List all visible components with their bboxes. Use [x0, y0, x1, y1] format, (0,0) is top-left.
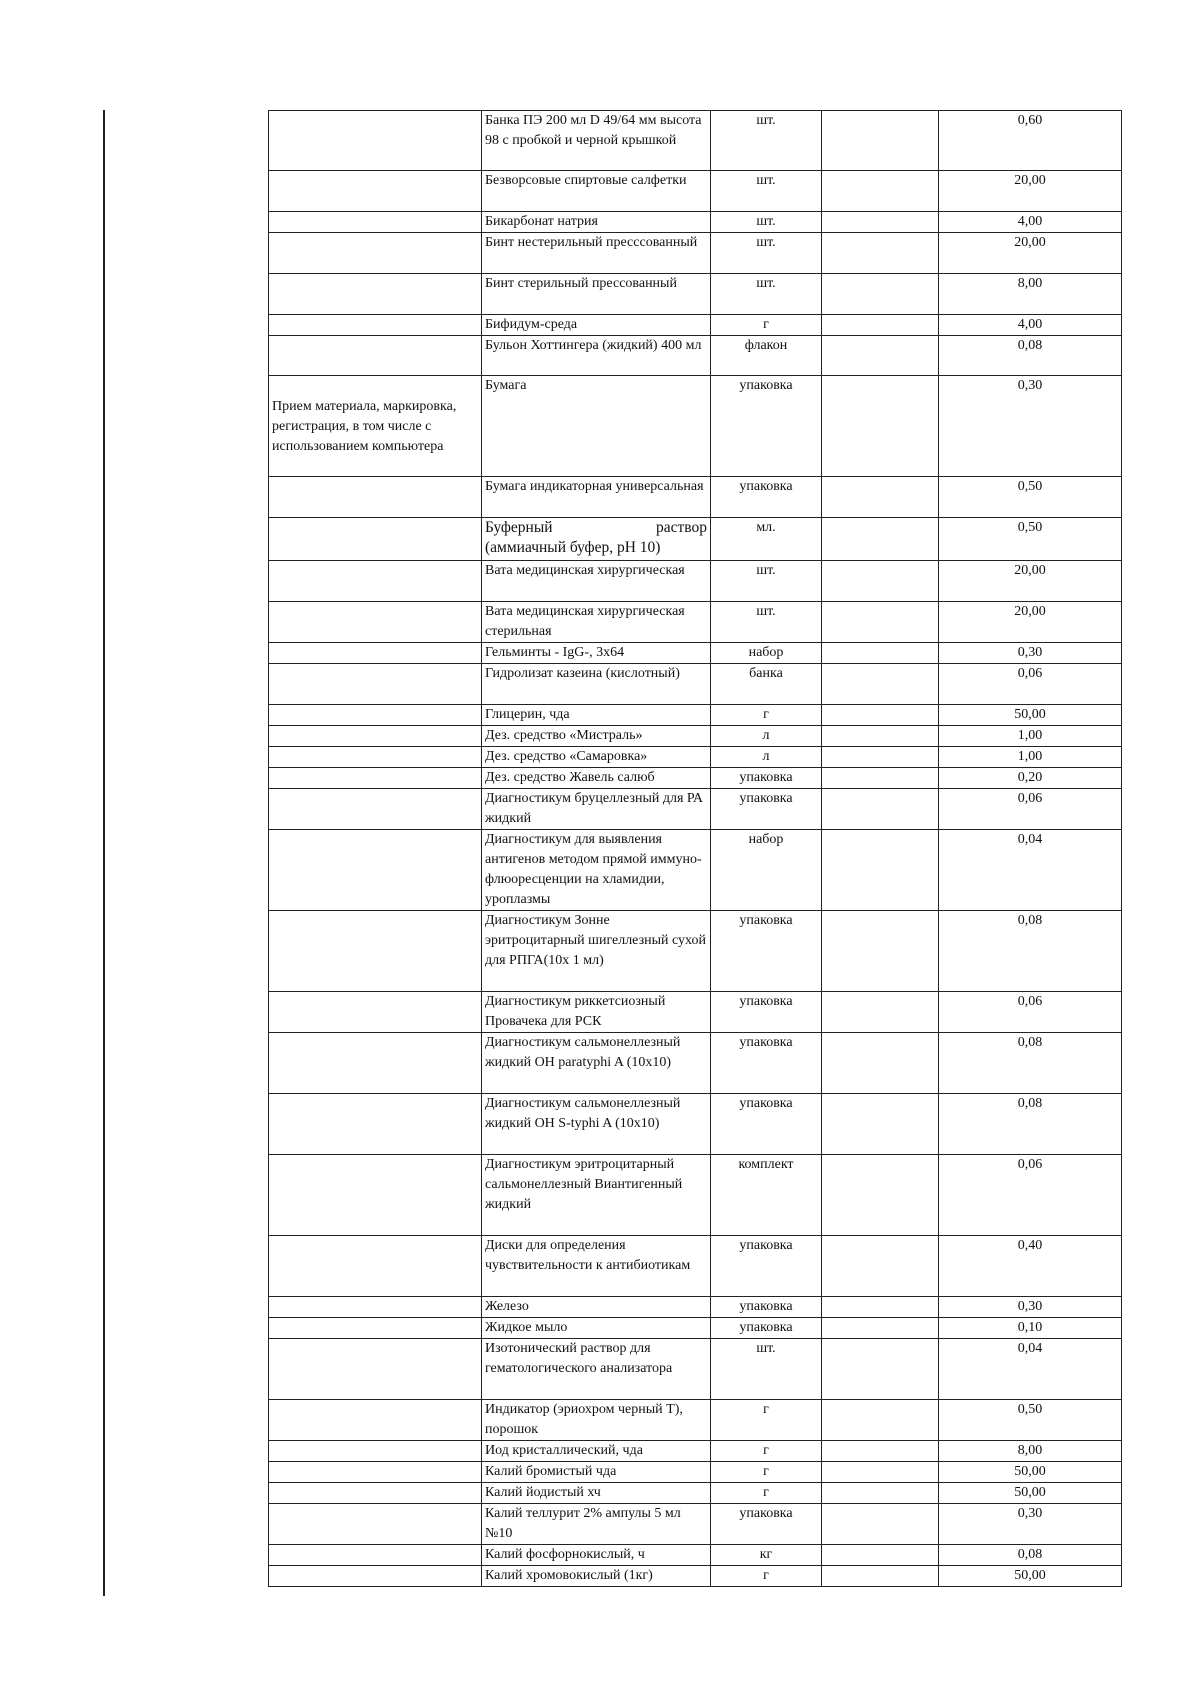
stage-cell: [269, 664, 482, 705]
stage-cell: [269, 1504, 482, 1545]
table-row: [269, 911, 1122, 992]
item-quantity: 0,04: [939, 1339, 1122, 1400]
table-row: [269, 233, 1122, 274]
item-unit: упаковка: [711, 1297, 822, 1318]
blank-cell: [822, 992, 939, 1033]
blank-cell: [822, 1094, 939, 1155]
item-quantity: 20,00: [939, 171, 1122, 212]
item-quantity: 50,00: [939, 1566, 1122, 1587]
item-name: Диагностикум для выявления антигенов методом прямой иммуно-флюоресценции на хламидии, уроплазмы: [482, 830, 711, 911]
item-quantity: 0,08: [939, 1545, 1122, 1566]
table-row: [269, 768, 1122, 789]
item-quantity: 0,30: [939, 643, 1122, 664]
stage-cell: [269, 1566, 482, 1587]
stage-cell: [269, 726, 482, 747]
item-unit: шт.: [711, 233, 822, 274]
item-unit: упаковка: [711, 1504, 822, 1545]
blank-cell: [822, 1566, 939, 1587]
table-row: [269, 1033, 1122, 1094]
stage-cell: [269, 212, 482, 233]
table-row: [269, 1483, 1122, 1504]
item-unit: флакон: [711, 336, 822, 376]
item-quantity: 0,08: [939, 1094, 1122, 1155]
stage-cell: [269, 643, 482, 664]
stage-cell: [269, 1545, 482, 1566]
item-unit: упаковка: [711, 1318, 822, 1339]
item-unit: г: [711, 1441, 822, 1462]
item-quantity: 0,04: [939, 830, 1122, 911]
table-row: [269, 376, 1122, 477]
item-unit: упаковка: [711, 789, 822, 830]
blank-cell: [822, 376, 939, 477]
item-name: Калий йодистый хч: [482, 1483, 711, 1504]
item-quantity: 4,00: [939, 212, 1122, 233]
item-unit: шт.: [711, 561, 822, 602]
item-name: Диагностикум сальмонеллезный жидкий ОН S-typhi A (10x10): [482, 1094, 711, 1155]
item-name: Иод кристаллический, чда: [482, 1441, 711, 1462]
blank-cell: [822, 315, 939, 336]
item-unit: г: [711, 315, 822, 336]
table-row: [269, 171, 1122, 212]
stage-cell: [269, 1094, 482, 1155]
item-name: Глицерин, чда: [482, 705, 711, 726]
stage-cell: [269, 233, 482, 274]
stage-cell: [269, 1400, 482, 1441]
item-name: Вата медицинская хирургическая: [482, 561, 711, 602]
item-name: Калий бромистый чда: [482, 1462, 711, 1483]
item-quantity: 0,08: [939, 911, 1122, 992]
blank-cell: [822, 477, 939, 518]
item-quantity: 50,00: [939, 1462, 1122, 1483]
blank-cell: [822, 1545, 939, 1566]
table-row: [269, 789, 1122, 830]
item-unit: шт.: [711, 111, 822, 171]
item-unit: мл.: [711, 518, 822, 561]
blank-cell: [822, 1483, 939, 1504]
item-name: Бумага индикаторная универсальная: [482, 477, 711, 518]
table-row: [269, 274, 1122, 315]
stage-cell: [269, 1033, 482, 1094]
item-name: Вата медицинская хирургическая стерильная: [482, 602, 711, 643]
item-unit: г: [711, 1462, 822, 1483]
item-name: Диагностикум эритроцитарный сальмонеллезный Виантигенный жидкий: [482, 1155, 711, 1236]
item-name: Банка ПЭ 200 мл D 49/64 мм высота 98 с пробкой и черной крышкой: [482, 111, 711, 171]
stage-cell: [269, 315, 482, 336]
item-quantity: 0,08: [939, 1033, 1122, 1094]
item-name: Калий теллурит 2% ампулы 5 мл №10: [482, 1504, 711, 1545]
item-quantity: 0,30: [939, 1297, 1122, 1318]
item-name: Диагностикум Зонне эритроцитарный шигеллезный сухой для РПГА(10х 1 мл): [482, 911, 711, 992]
stage-cell: [269, 747, 482, 768]
item-unit: шт.: [711, 602, 822, 643]
blank-cell: [822, 768, 939, 789]
stage-cell: [269, 518, 482, 561]
stage-cell: [269, 830, 482, 911]
table-row: [269, 1318, 1122, 1339]
item-name: Диски для определения чувствительности к антибиотикам: [482, 1236, 711, 1297]
supplies-table: [268, 110, 1122, 1587]
stage-cell: [269, 1236, 482, 1297]
item-unit: упаковка: [711, 376, 822, 477]
table-row: [269, 1236, 1122, 1297]
blank-cell: [822, 789, 939, 830]
item-name: Дез. средство «Самаровка»: [482, 747, 711, 768]
item-unit: шт.: [711, 274, 822, 315]
blank-cell: [822, 1033, 939, 1094]
stage-cell: [269, 1318, 482, 1339]
table-row: [269, 1504, 1122, 1545]
item-name: Гельминты - IgG-, 3x64: [482, 643, 711, 664]
blank-cell: [822, 1318, 939, 1339]
blank-cell: [822, 830, 939, 911]
stage-cell: [269, 992, 482, 1033]
item-quantity: 0,50: [939, 518, 1122, 561]
item-name: Изотонический раствор для гематологического анализатора: [482, 1339, 711, 1400]
item-unit: упаковка: [711, 768, 822, 789]
blank-cell: [822, 602, 939, 643]
table-row: [269, 726, 1122, 747]
item-name: Жидкое мыло: [482, 1318, 711, 1339]
blank-cell: [822, 1236, 939, 1297]
table-row: [269, 518, 1122, 561]
item-name: Индикатор (эриохром черный Т), порошок: [482, 1400, 711, 1441]
stage-cell: [269, 561, 482, 602]
item-quantity: 0,06: [939, 992, 1122, 1033]
blank-cell: [822, 1504, 939, 1545]
item-quantity: 1,00: [939, 726, 1122, 747]
stage-cell: [269, 336, 482, 376]
table-row: [269, 1545, 1122, 1566]
table-row: [269, 561, 1122, 602]
item-quantity: 0,60: [939, 111, 1122, 171]
item-name: Диагностикум сальмонеллезный жидкий ОН paratyphi A (10x10): [482, 1033, 711, 1094]
item-quantity: 50,00: [939, 1483, 1122, 1504]
item-unit: г: [711, 1400, 822, 1441]
blank-cell: [822, 1297, 939, 1318]
item-quantity: 20,00: [939, 602, 1122, 643]
item-quantity: 0,20: [939, 768, 1122, 789]
item-quantity: 8,00: [939, 1441, 1122, 1462]
stage-cell: [269, 274, 482, 315]
blank-cell: [822, 212, 939, 233]
item-name: Железо: [482, 1297, 711, 1318]
item-unit: шт.: [711, 171, 822, 212]
table-row: [269, 1339, 1122, 1400]
stage-cell: [269, 789, 482, 830]
item-unit: упаковка: [711, 1033, 822, 1094]
table-row: [269, 602, 1122, 643]
stage-cell: [269, 376, 482, 477]
blank-cell: [822, 1339, 939, 1400]
table-row: [269, 1400, 1122, 1441]
table-row: [269, 1566, 1122, 1587]
blank-cell: [822, 111, 939, 171]
item-name: Бумага: [482, 376, 711, 477]
stage-cell: [269, 171, 482, 212]
blank-cell: [822, 643, 939, 664]
table-row: [269, 643, 1122, 664]
item-unit: шт.: [711, 212, 822, 233]
item-unit: упаковка: [711, 477, 822, 518]
left-margin-line: [103, 110, 105, 1596]
item-unit: г: [711, 1483, 822, 1504]
blank-cell: [822, 518, 939, 561]
item-unit: набор: [711, 830, 822, 911]
item-unit: упаковка: [711, 1094, 822, 1155]
item-quantity: 1,00: [939, 747, 1122, 768]
item-name: Калий хромовокислый (1кг): [482, 1566, 711, 1587]
blank-cell: [822, 1462, 939, 1483]
blank-cell: [822, 171, 939, 212]
item-name: [482, 518, 711, 561]
item-quantity: 20,00: [939, 233, 1122, 274]
stage-cell: [269, 602, 482, 643]
item-quantity: 0,50: [939, 1400, 1122, 1441]
item-name: Диагностикум бруцеллезный для РА жидкий: [482, 789, 711, 830]
blank-cell: [822, 233, 939, 274]
item-name-line-2: (аммиачный буфер, pH 10): [485, 539, 661, 556]
stage-cell: [269, 911, 482, 992]
table-row: [269, 477, 1122, 518]
item-quantity: 8,00: [939, 274, 1122, 315]
item-name: Дез. средство «Мистраль»: [482, 726, 711, 747]
blank-cell: [822, 664, 939, 705]
item-name: Гидролизат казеина (кислотный): [482, 664, 711, 705]
item-unit: упаковка: [711, 911, 822, 992]
table-row: [269, 1441, 1122, 1462]
item-quantity: 0,08: [939, 336, 1122, 376]
item-unit: комплект: [711, 1155, 822, 1236]
blank-cell: [822, 274, 939, 315]
stage-cell: [269, 1462, 482, 1483]
stage-cell: [269, 477, 482, 518]
item-unit: банка: [711, 664, 822, 705]
blank-cell: [822, 1155, 939, 1236]
table-row: [269, 315, 1122, 336]
blank-cell: [822, 336, 939, 376]
item-unit: кг: [711, 1545, 822, 1566]
table-row: [269, 992, 1122, 1033]
table-row: [269, 1462, 1122, 1483]
item-name: Бикарбонат натрия: [482, 212, 711, 233]
item-quantity: 50,00: [939, 705, 1122, 726]
blank-cell: [822, 705, 939, 726]
stage-cell: [269, 768, 482, 789]
blank-cell: [822, 1400, 939, 1441]
item-quantity: 0,30: [939, 376, 1122, 477]
table-row: [269, 747, 1122, 768]
item-unit: упаковка: [711, 992, 822, 1033]
table-row: [269, 664, 1122, 705]
item-unit: упаковка: [711, 1236, 822, 1297]
item-quantity: 20,00: [939, 561, 1122, 602]
item-name: Бульон Хоттингера (жидкий) 400 мл: [482, 336, 711, 376]
stage-cell: [269, 705, 482, 726]
stage-label: Прием материала, маркировка, регистрация, в том числе с использованием компьютера: [272, 399, 457, 454]
stage-cell: [269, 1155, 482, 1236]
item-quantity: 0,06: [939, 664, 1122, 705]
item-quantity: 0,06: [939, 789, 1122, 830]
table-row: [269, 1094, 1122, 1155]
item-quantity: 0,10: [939, 1318, 1122, 1339]
table-row: [269, 212, 1122, 233]
item-unit: л: [711, 747, 822, 768]
item-name-line-1: Буферный раствор: [485, 519, 707, 536]
item-quantity: 4,00: [939, 315, 1122, 336]
item-unit: г: [711, 705, 822, 726]
blank-cell: [822, 911, 939, 992]
blank-cell: [822, 1441, 939, 1462]
table-row: [269, 1297, 1122, 1318]
stage-cell: [269, 1441, 482, 1462]
stage-cell: [269, 1297, 482, 1318]
item-quantity: 0,06: [939, 1155, 1122, 1236]
table-row: [269, 830, 1122, 911]
item-unit: л: [711, 726, 822, 747]
item-name: Бифидум-среда: [482, 315, 711, 336]
item-name: Диагностикум риккетсиозный Провачека для РСК: [482, 992, 711, 1033]
blank-cell: [822, 561, 939, 602]
item-name: Бинт стерильный прессованный: [482, 274, 711, 315]
blank-cell: [822, 747, 939, 768]
item-name: Дез. средство Жавель салюб: [482, 768, 711, 789]
blank-cell: [822, 726, 939, 747]
item-unit: г: [711, 1566, 822, 1587]
item-name: Безворсовые спиртовые салфетки: [482, 171, 711, 212]
item-unit: набор: [711, 643, 822, 664]
table-row: [269, 111, 1122, 171]
stage-cell: [269, 1483, 482, 1504]
item-quantity: 0,30: [939, 1504, 1122, 1545]
item-name: Калий фосфорнокислый, ч: [482, 1545, 711, 1566]
item-quantity: 0,40: [939, 1236, 1122, 1297]
table-row: [269, 336, 1122, 376]
table-row: [269, 1155, 1122, 1236]
stage-cell: [269, 111, 482, 171]
item-quantity: 0,50: [939, 477, 1122, 518]
item-name: Бинт нестерильный прессcованный: [482, 233, 711, 274]
table-row: [269, 705, 1122, 726]
stage-cell: [269, 1339, 482, 1400]
item-unit: шт.: [711, 1339, 822, 1400]
